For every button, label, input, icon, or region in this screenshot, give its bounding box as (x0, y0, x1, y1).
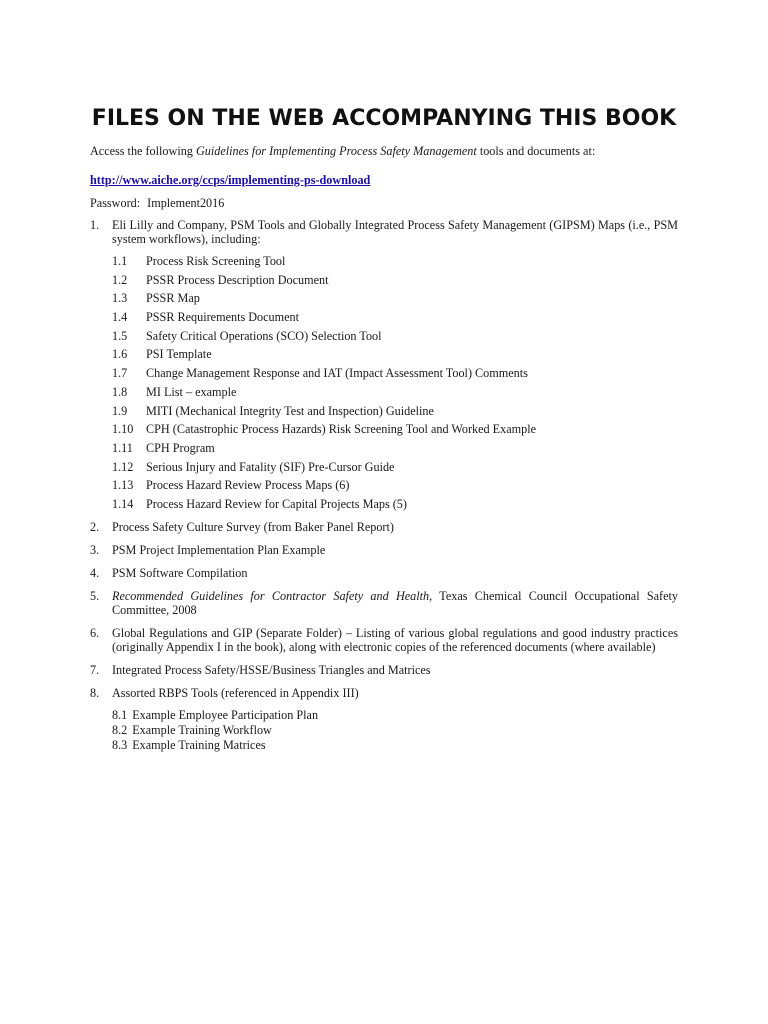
sub-item-text: PSSR Requirements Document (146, 310, 300, 325)
sub-list (112, 708, 678, 752)
sub-list-item (112, 422, 678, 436)
sub-list-item (112, 441, 678, 455)
list-item (90, 543, 678, 557)
list-item-text: Eli Lilly and Company, PSM Tools and Globally Integrated Process Safety Management (GIPSM) Maps (i.e., PSM system workflows), including: (112, 218, 678, 246)
sub-item-text: Process Risk Screening Tool (146, 254, 286, 268)
sub-item-number: 1.12 (112, 459, 134, 474)
sub-list-item (112, 460, 678, 474)
list-item-number: 2. (90, 519, 100, 534)
sub-item-text: PSI Template (146, 347, 212, 362)
list-item-number: 6. (90, 625, 100, 640)
sub-item-text: CPH (Catastrophic Process Hazards) Risk Screening Tool and Worked Example (146, 422, 537, 437)
list-item-number: 5. (90, 588, 100, 603)
sub-item-number: 1.4 (112, 310, 128, 325)
list-item-number: 4. (90, 565, 100, 580)
list-item (90, 218, 678, 511)
sub-item-number: 1.10 (112, 422, 134, 437)
list-item-number: 3. (90, 542, 100, 557)
intro-text-before: Access the following (90, 144, 196, 158)
sub-item-text: Process Hazard Review for Capital Projects Maps (5) (146, 496, 407, 511)
sub-item-text: MI List – example (146, 384, 237, 399)
list-item-text: Assorted RBPS Tools (referenced in Appendix III) (112, 685, 359, 700)
sub-list-item (112, 310, 678, 324)
sub-item-number: 1.13 (112, 478, 134, 493)
sub-item-number: 1.6 (112, 347, 128, 362)
sub-list-item (112, 385, 678, 399)
password-value: Implement2016 (147, 196, 225, 210)
sub-item-number: 1.5 (112, 328, 128, 343)
list-item-text: PSM Software Compilation (112, 565, 248, 580)
list-item (90, 626, 678, 654)
sub-list-item (112, 291, 678, 305)
sub-item-number: 1.3 (112, 291, 128, 306)
intro-text-after: tools and documents at: (476, 144, 596, 158)
list-item-text: Global Regulations and GIP (Separate Folder) – Listing of various global regulations and good industry practices (originally Appendix I in the book), along with electronic copies of the referenced documents (where available) (112, 625, 678, 654)
list-item-number: 1. (90, 218, 100, 232)
password-line (90, 196, 678, 210)
list-item (90, 566, 678, 580)
list-item-text: , Texas Chemical Council Occupational Safety Committee, 2008 (112, 588, 678, 617)
sub-list (112, 254, 678, 511)
download-link[interactable]: http://www.aiche.org/ccps/implementing-ps-download (90, 173, 371, 187)
sub-list-item (112, 497, 678, 511)
sub-item-number: 1.9 (112, 403, 128, 418)
sub-list-item (112, 404, 678, 418)
sub-list-item (112, 738, 678, 752)
list-item-text: Integrated Process Safety/HSSE/Business Triangles and Matrices (112, 662, 431, 677)
sub-list-item (112, 273, 678, 287)
sub-item-text: MITI (Mechanical Integrity Test and Inspection) Guideline (146, 403, 434, 418)
sub-item-text: Process Hazard Review Process Maps (6) (146, 478, 350, 493)
sub-item-text: Example Employee Participation Plan (132, 707, 319, 722)
list-item-text: PSM Project Implementation Plan Example (112, 542, 326, 557)
sub-item-number: 1.8 (112, 384, 128, 399)
sub-item-text: Serious Injury and Fatality (SIF) Pre-Cursor Guide (146, 459, 395, 474)
list-item (90, 520, 678, 534)
sub-list-item (112, 708, 678, 722)
password-label: Password: (90, 196, 141, 210)
sub-item-number: 8.2 (112, 722, 128, 737)
list-item-number: 7. (90, 662, 100, 677)
sub-item-text: PSSR Map (146, 291, 200, 306)
sub-item-number: 1.14 (112, 496, 134, 511)
page-title: FILES ON THE WEB ACCOMPANYING THIS BOOK (91, 106, 677, 131)
list-item-number: 8. (90, 685, 100, 700)
list-item (90, 589, 678, 617)
list-item (90, 663, 678, 677)
sub-list-item (112, 366, 678, 380)
file-list (90, 218, 678, 752)
sub-item-text: Change Management Response and IAT (Impact Assessment Tool) Comments (146, 366, 528, 381)
sub-item-text: Example Training Matrices (132, 737, 266, 752)
sub-item-number: 1.11 (112, 440, 133, 455)
list-item-italic-title: Recommended Guidelines for Contractor Safety and Health (112, 588, 430, 603)
intro-paragraph (90, 144, 678, 158)
list-item-text: Process Safety Culture Survey (from Baker Panel Report) (112, 519, 394, 534)
sub-list-item (112, 723, 678, 737)
sub-item-text: Safety Critical Operations (SCO) Selection Tool (146, 328, 382, 343)
sub-list-item (112, 478, 678, 492)
intro-book-title: Guidelines for Implementing Process Safety Management (195, 144, 477, 158)
document-page (90, 104, 678, 761)
sub-list-item (112, 254, 678, 268)
sub-item-number: 1.1 (112, 254, 128, 268)
sub-item-text: PSSR Process Description Document (146, 272, 329, 287)
sub-item-number: 8.3 (112, 737, 128, 752)
sub-list-item (112, 347, 678, 361)
list-item (90, 686, 678, 752)
sub-item-number: 8.1 (112, 707, 128, 722)
sub-item-text: CPH Program (146, 440, 215, 455)
sub-item-text: Example Training Workflow (132, 722, 272, 737)
sub-item-number: 1.2 (112, 272, 128, 287)
sub-item-number: 1.7 (112, 366, 128, 381)
sub-list-item (112, 329, 678, 343)
